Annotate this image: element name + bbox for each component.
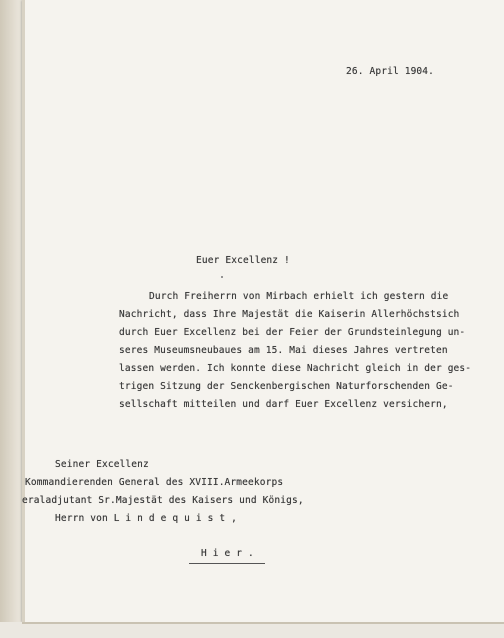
sheet-bottom-edge xyxy=(22,622,504,624)
address-line-3: eraladjutant Sr.Majestät des Kaisers und Königs, xyxy=(22,495,304,506)
ink-dot xyxy=(221,276,223,278)
body-line-6: trigen Sitzung der Senckenbergischen Naturforschenden Ge- xyxy=(119,381,454,392)
body-line-2: Nachricht, dass Ihre Majestät die Kaiserin Allerhöchstsich xyxy=(119,309,460,320)
address-line-2: Kommandierenden General des XVIII.Armeekorps xyxy=(25,477,284,488)
previous-page-edge xyxy=(0,0,24,638)
body-line-3: durch Euer Excellenz bei der Feier der Grundsteinlegung un- xyxy=(119,327,466,338)
body-line-7: sellschaft mitteilen und darf Euer Excellenz versichern, xyxy=(119,399,448,410)
scan-bottom-margin xyxy=(0,622,504,638)
letter-salutation: Euer Excellenz ! xyxy=(196,255,290,266)
address-line-1: Seiner Excellenz xyxy=(55,459,149,470)
address-line-4: Herrn von L i n d e q u i s t , xyxy=(55,513,237,524)
place-underline xyxy=(189,563,265,564)
sheet-left-edge xyxy=(22,0,25,622)
letter-date: 26. April 1904. xyxy=(346,66,435,77)
body-line-4: seres Museumsneubaues am 15. Mai dieses Jahres vertreten xyxy=(119,345,448,356)
body-line-1: Durch Freiherrn von Mirbach erhielt ich gestern die xyxy=(149,291,449,302)
letter-place: H i e r . xyxy=(201,548,254,559)
body-line-5: lassen werden. Ich konnte diese Nachricht gleich in der ges- xyxy=(119,363,472,374)
